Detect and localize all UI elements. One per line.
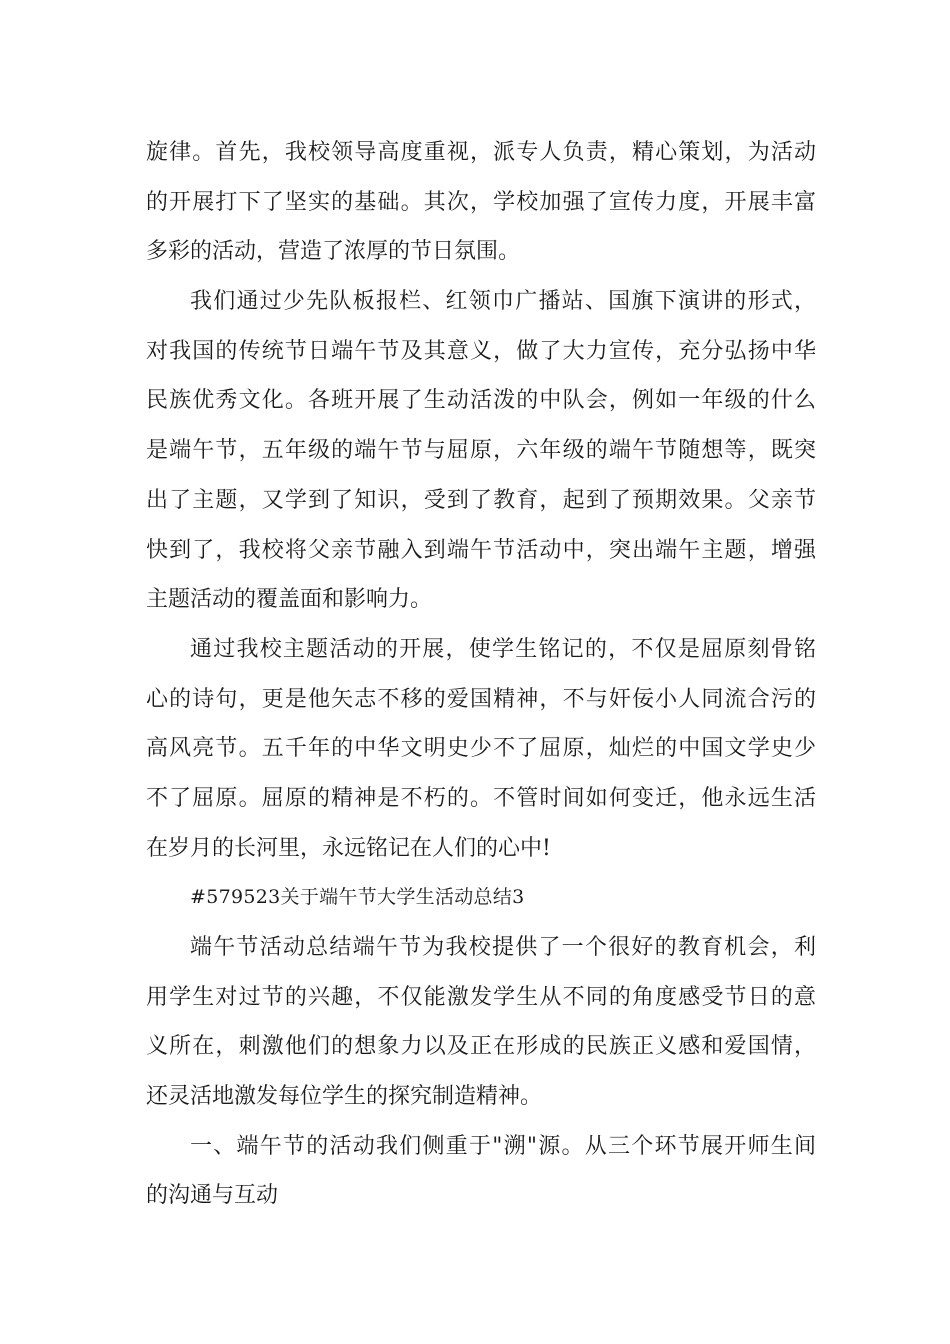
paragraph-line: 主题活动的覆盖面和影响力。 — [146, 587, 433, 613]
paragraph-line: 快到了，我校将父亲节融入到端午节活动中，突出端午主题，增强 — [146, 537, 816, 563]
paragraph-line: 旋律。首先，我校领导高度重视，派专人负责，精心策划，为活动 — [146, 140, 816, 165]
paragraph-line: 对我国的传统节日端午节及其意义，做了大力宣传，充分弘扬中华 — [146, 338, 816, 364]
paragraph-line: 我们通过少先队板报栏、红领巾广播站、国旗下演讲的形式， — [190, 289, 816, 315]
paragraph-line: 高风亮节。五千年的中华文明史少不了屈原，灿烂的中国文学史少 — [146, 736, 816, 762]
paragraph-line: 在岁月的长河里，永远铭记在人们的心中! — [146, 835, 551, 861]
paragraph-line: 的沟通与互动 — [146, 1183, 279, 1209]
document-body — [146, 128, 816, 1221]
paragraph-line: 出了主题，又学到了知识，受到了教育，起到了预期效果。父亲节 — [146, 487, 816, 513]
paragraph-line: 用学生对过节的兴趣，不仅能激发学生从不同的角度感受节日的意 — [146, 984, 816, 1010]
paragraph-line: 义所在，刺激他们的想象力以及正在形成的民族正义感和爱国情， — [146, 1034, 816, 1060]
paragraph-line: 心的诗句，更是他矢志不移的爱国精神，不与奸佞小人同流合污的 — [146, 686, 816, 712]
paragraph-line: 的开展打下了坚实的基础。其次，学校加强了宣传力度，开展丰富 — [146, 189, 816, 215]
paragraph-line: 通过我校主题活动的开展，使学生铭记的，不仅是屈原刻骨铭 — [190, 636, 816, 662]
section-heading: #579523关于端午节大学生活动总结3 — [190, 886, 525, 909]
paragraph-line: 端午节活动总结端午节为我校提供了一个很好的教育机会，利 — [190, 935, 816, 960]
paragraph-line: 是端午节，五年级的端午节与屈原，六年级的端午节随想等，既突 — [146, 438, 816, 464]
paragraph-line: 不了屈原。屈原的精神是不朽的。不管时间如何变迁，他永远生活 — [146, 785, 816, 811]
paragraph-line: 民族优秀文化。各班开展了生动活泼的中队会，例如一年级的什么 — [146, 388, 816, 414]
paragraph-line: 还灵活地激发每位学生的探究制造精神。 — [146, 1084, 543, 1110]
paragraph-line: 多彩的活动，营造了浓厚的节日氛围。 — [146, 239, 521, 265]
paragraph-line: 一、端午节的活动我们侧重于"溯"源。从三个环节展开师生间 — [190, 1133, 816, 1159]
